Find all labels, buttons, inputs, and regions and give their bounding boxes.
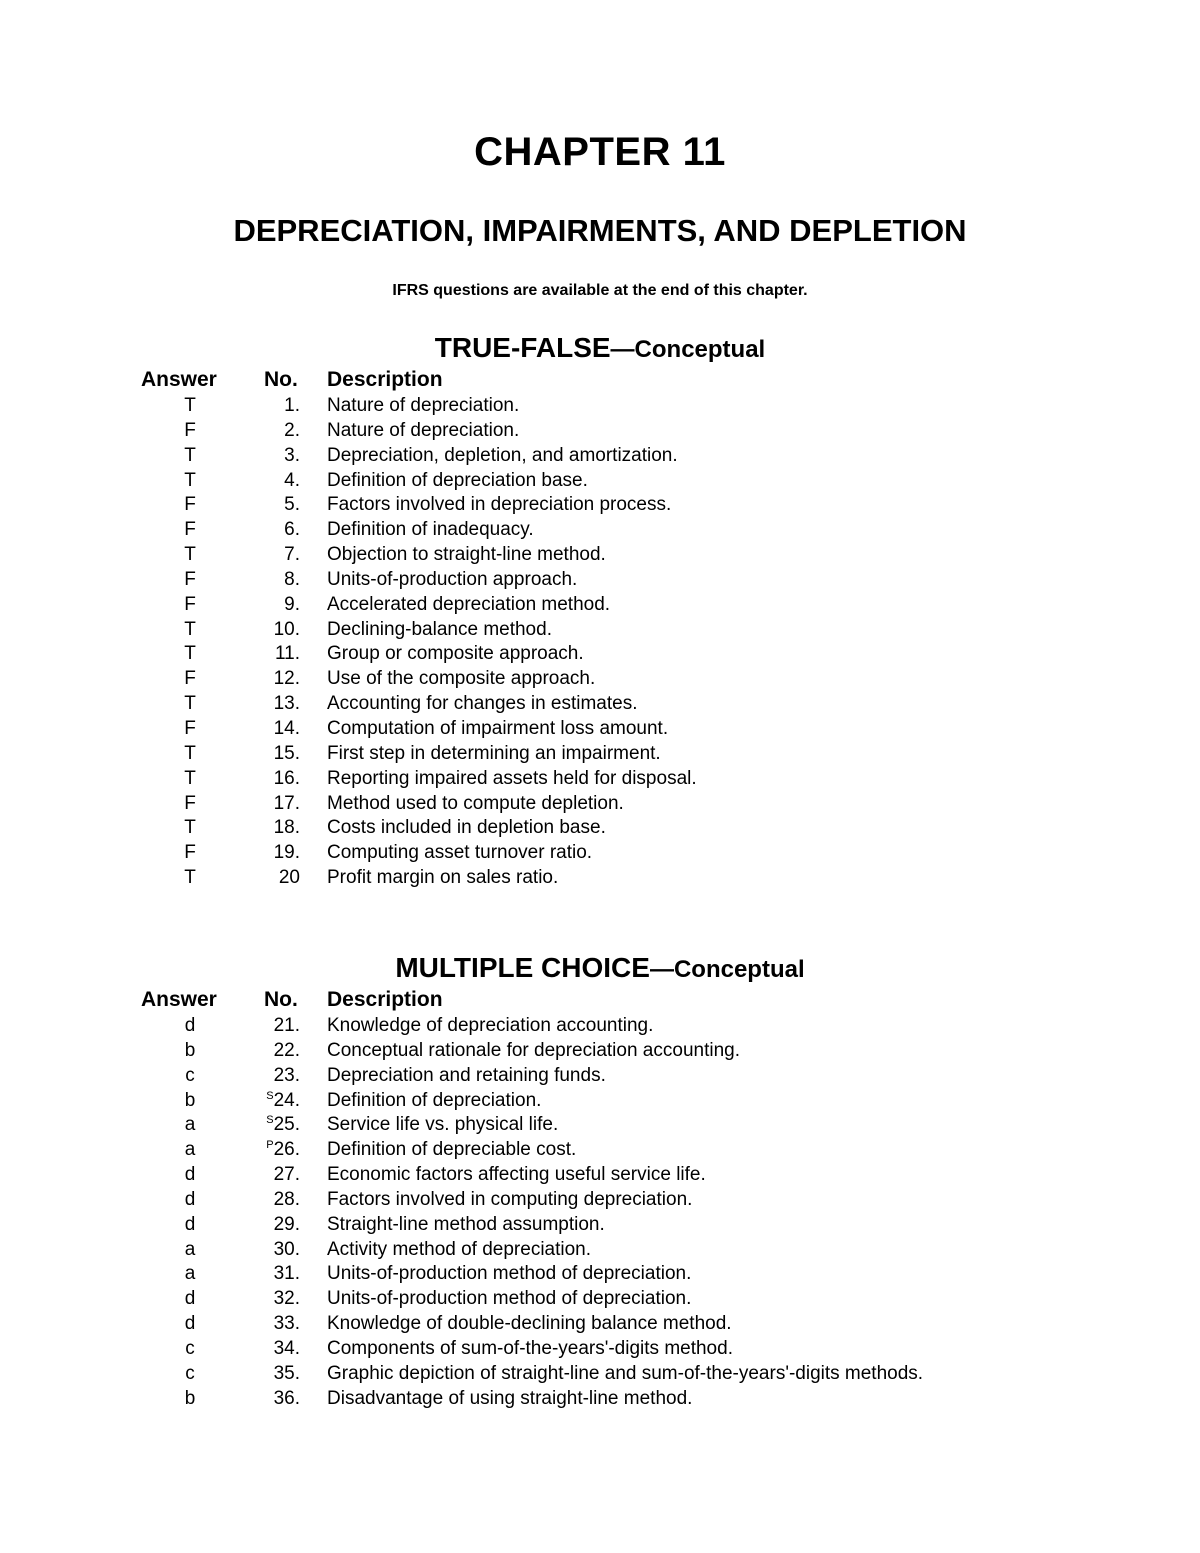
number-text: 15. — [273, 742, 300, 764]
number-text: 24. — [273, 1089, 300, 1111]
column-header-no: No. — [264, 988, 298, 1011]
table-row — [0, 1362, 1200, 1387]
answer-cell: T — [184, 643, 196, 665]
number-cell — [240, 1337, 300, 1362]
description-cell: Economic factors affecting useful service life. — [327, 1164, 706, 1186]
table-row — [0, 1262, 1200, 1287]
number-text: 29. — [273, 1213, 300, 1235]
column-header-answer: Answer — [141, 368, 217, 391]
number-cell — [240, 593, 300, 618]
number-text: 32. — [273, 1288, 300, 1310]
table-row — [0, 767, 1200, 792]
table-row — [0, 1138, 1200, 1163]
answer-cell: a — [184, 1263, 196, 1285]
table-row — [0, 493, 1200, 518]
answer-cell: d — [184, 1015, 196, 1036]
section-heading — [0, 948, 1200, 988]
description-cell: Factors involved in depreciation process. — [327, 494, 672, 516]
multiple-choice-rows — [0, 1014, 1200, 1412]
number-cell — [240, 1238, 300, 1263]
table-row — [0, 1287, 1200, 1312]
description-cell: Knowledge of depreciation accounting. — [327, 1015, 654, 1036]
number-cell — [240, 618, 300, 643]
number-cell — [240, 692, 300, 717]
answer-cell: d — [184, 1313, 196, 1335]
question-type-marker: S — [266, 1089, 274, 1102]
table-row — [0, 1312, 1200, 1337]
number-text: 4. — [284, 469, 300, 491]
number-text: 2. — [284, 419, 300, 441]
table-row — [0, 1039, 1200, 1064]
number-cell — [240, 419, 300, 444]
answer-cell: T — [184, 817, 196, 839]
description-cell: Declining-balance method. — [327, 618, 552, 640]
answer-cell: c — [185, 1337, 195, 1359]
table-row — [0, 692, 1200, 717]
answer-cell: T — [184, 867, 196, 889]
table-row — [0, 543, 1200, 568]
description-cell: Use of the composite approach. — [327, 668, 596, 690]
description-cell: Accounting for changes in estimates. — [327, 693, 638, 715]
number-text: 9. — [284, 593, 300, 615]
number-text: 28. — [273, 1188, 300, 1210]
number-text: 27. — [273, 1164, 300, 1186]
table-row — [0, 841, 1200, 866]
number-cell — [240, 667, 300, 692]
number-cell — [240, 717, 300, 742]
number-text: 25. — [273, 1114, 300, 1136]
number-text: 22. — [273, 1039, 300, 1061]
number-text: 8. — [284, 568, 300, 590]
answer-cell: F — [184, 792, 196, 814]
number-cell — [240, 1113, 300, 1138]
table-row — [0, 1213, 1200, 1238]
description-cell: Definition of inadequacy. — [327, 519, 534, 541]
question-type-marker: S — [266, 1114, 274, 1127]
answer-cell: a — [184, 1139, 196, 1161]
description-cell: Objection to straight-line method. — [327, 544, 606, 566]
column-header-description: Description — [327, 988, 443, 1011]
answer-cell: d — [184, 1164, 196, 1186]
number-text: 6. — [284, 519, 300, 541]
description-cell: Straight-line method assumption. — [327, 1213, 605, 1235]
description-cell: Activity method of depreciation. — [327, 1238, 592, 1260]
answer-cell: T — [184, 742, 196, 764]
number-text: 20 — [278, 867, 300, 889]
description-cell: Components of sum-of-the-years'-digits method. — [327, 1337, 733, 1359]
table-row — [0, 642, 1200, 667]
number-cell — [240, 866, 300, 891]
number-cell — [240, 642, 300, 667]
true-false-section — [0, 328, 1200, 891]
description-cell: Service life vs. physical life. — [327, 1114, 559, 1136]
table-row — [0, 593, 1200, 618]
number-text: 13. — [273, 693, 300, 715]
section-heading-main: TRUE-FALSE — [434, 332, 611, 363]
number-text: 19. — [273, 842, 300, 864]
table-row — [0, 1113, 1200, 1138]
table-row — [0, 419, 1200, 444]
description-cell: Disadvantage of using straight-line method. — [327, 1387, 693, 1409]
answer-cell: T — [184, 767, 196, 789]
answer-cell: F — [184, 419, 196, 441]
number-cell — [240, 1064, 300, 1089]
number-cell — [240, 1089, 300, 1114]
description-cell: First step in determining an impairment. — [327, 742, 661, 764]
multiple-choice-section — [0, 948, 1200, 1412]
table-row — [0, 1064, 1200, 1089]
number-cell — [240, 816, 300, 841]
column-header-answer: Answer — [141, 988, 217, 1011]
number-text: 30. — [273, 1238, 300, 1260]
number-cell — [240, 792, 300, 817]
number-text: 36. — [273, 1387, 300, 1409]
answer-cell: d — [184, 1288, 196, 1310]
number-cell — [240, 394, 300, 419]
answer-cell: F — [184, 593, 196, 615]
number-cell — [240, 1312, 300, 1337]
column-header — [0, 368, 1200, 394]
description-cell: Definition of depreciable cost. — [327, 1139, 577, 1161]
table-row — [0, 1337, 1200, 1362]
number-cell — [240, 444, 300, 469]
description-cell: Conceptual rationale for depreciation accounting. — [327, 1039, 740, 1061]
answer-cell: T — [184, 544, 196, 566]
number-cell — [240, 1014, 300, 1039]
number-text: 5. — [284, 494, 300, 516]
answer-cell: F — [184, 494, 196, 516]
table-row — [0, 469, 1200, 494]
number-cell — [240, 469, 300, 494]
answer-cell: F — [184, 568, 196, 590]
number-cell — [240, 1163, 300, 1188]
number-cell — [240, 568, 300, 593]
description-cell: Computation of impairment loss amount. — [327, 717, 669, 739]
number-text: 12. — [273, 668, 300, 690]
section-heading-sub: —Conceptual — [610, 336, 766, 363]
description-cell: Depreciation, depletion, and amortization. — [327, 444, 678, 466]
column-header-description: Description — [327, 368, 443, 391]
answer-cell: d — [184, 1213, 196, 1235]
table-row — [0, 717, 1200, 742]
answer-cell: T — [184, 395, 196, 416]
table-row — [0, 667, 1200, 692]
number-text: 14. — [273, 717, 300, 739]
answer-cell: c — [185, 1064, 195, 1086]
description-cell: Reporting impaired assets held for disposal. — [327, 767, 697, 789]
description-cell: Nature of depreciation. — [327, 419, 520, 441]
answer-cell: T — [184, 618, 196, 640]
answer-cell: c — [185, 1362, 195, 1384]
answer-cell: a — [184, 1238, 196, 1260]
answer-cell: b — [184, 1387, 196, 1409]
number-text: 34. — [273, 1337, 300, 1359]
table-row — [0, 568, 1200, 593]
section-heading-main: MULTIPLE CHOICE — [395, 952, 650, 983]
description-cell: Knowledge of double-declining balance method. — [327, 1313, 732, 1335]
column-header — [0, 988, 1200, 1014]
table-row — [0, 394, 1200, 419]
answer-cell: F — [184, 842, 196, 864]
number-text: 3. — [284, 444, 300, 466]
number-cell — [240, 543, 300, 568]
chapter-subtitle: DEPRECIATION, IMPAIRMENTS, AND DEPLETION — [233, 213, 967, 248]
number-cell — [240, 742, 300, 767]
answer-cell: T — [184, 444, 196, 466]
description-cell: Method used to compute depletion. — [327, 792, 624, 814]
number-text: 33. — [273, 1313, 300, 1335]
number-cell — [240, 1188, 300, 1213]
description-cell: Costs included in depletion base. — [327, 817, 606, 839]
number-cell — [240, 1039, 300, 1064]
description-cell: Profit margin on sales ratio. — [327, 867, 559, 889]
answer-cell: F — [184, 519, 196, 541]
table-row — [0, 1163, 1200, 1188]
number-cell — [240, 1138, 300, 1163]
table-row — [0, 866, 1200, 891]
number-text: 16. — [273, 767, 300, 789]
table-row — [0, 1387, 1200, 1412]
description-cell: Group or composite approach. — [327, 643, 584, 665]
answer-cell: d — [184, 1188, 196, 1210]
number-text: 26. — [273, 1139, 300, 1161]
number-cell — [240, 518, 300, 543]
description-cell: Definition of depreciation base. — [327, 469, 588, 491]
number-cell — [240, 493, 300, 518]
number-text: 23. — [273, 1064, 300, 1086]
column-header-no: No. — [264, 368, 298, 391]
section-heading — [0, 328, 1200, 368]
description-cell: Accelerated depreciation method. — [327, 593, 611, 615]
description-cell: Units-of-production method of depreciation. — [327, 1288, 692, 1310]
answer-cell: F — [184, 717, 196, 739]
number-text: 31. — [273, 1263, 300, 1285]
true-false-rows — [0, 394, 1200, 891]
table-row — [0, 444, 1200, 469]
number-cell — [240, 1362, 300, 1387]
answer-cell: F — [184, 668, 196, 690]
description-cell: Nature of depreciation. — [327, 395, 520, 416]
ifrs-note: IFRS questions are available at the end of this chapter. — [392, 282, 808, 299]
number-text: 1. — [284, 395, 300, 416]
table-row — [0, 816, 1200, 841]
number-cell — [240, 1213, 300, 1238]
question-type-marker: P — [266, 1139, 274, 1152]
table-row — [0, 618, 1200, 643]
answer-cell: b — [184, 1039, 196, 1061]
description-cell: Graphic depiction of straight-line and sum-of-the-years'-digits methods. — [327, 1362, 924, 1384]
description-cell: Depreciation and retaining funds. — [327, 1064, 606, 1086]
description-cell: Definition of depreciation. — [327, 1089, 542, 1111]
table-row — [0, 1238, 1200, 1263]
number-cell — [240, 1262, 300, 1287]
description-cell: Factors involved in computing depreciation. — [327, 1188, 693, 1210]
section-heading-sub: —Conceptual — [649, 956, 805, 983]
description-cell: Units-of-production approach. — [327, 568, 578, 590]
number-cell — [240, 841, 300, 866]
description-cell: Computing asset turnover ratio. — [327, 842, 593, 864]
number-cell — [240, 1387, 300, 1412]
table-row — [0, 1188, 1200, 1213]
table-row — [0, 1089, 1200, 1114]
answer-cell: T — [184, 469, 196, 491]
description-cell: Units-of-production method of depreciation. — [327, 1263, 692, 1285]
table-row — [0, 1014, 1200, 1039]
number-text: 7. — [284, 544, 300, 566]
answer-cell: a — [184, 1114, 196, 1136]
number-text: 35. — [273, 1362, 300, 1384]
chapter-title: CHAPTER 11 — [474, 130, 726, 174]
number-cell — [240, 1287, 300, 1312]
table-row — [0, 742, 1200, 767]
table-row — [0, 518, 1200, 543]
answer-cell: T — [184, 693, 196, 715]
number-cell — [240, 767, 300, 792]
answer-cell: b — [184, 1089, 196, 1111]
number-text: 17. — [273, 792, 300, 814]
table-row — [0, 792, 1200, 817]
number-text: 11. — [274, 643, 300, 665]
number-text: 21. — [273, 1015, 300, 1036]
number-text: 18. — [273, 817, 300, 839]
number-text: 10. — [273, 618, 300, 640]
